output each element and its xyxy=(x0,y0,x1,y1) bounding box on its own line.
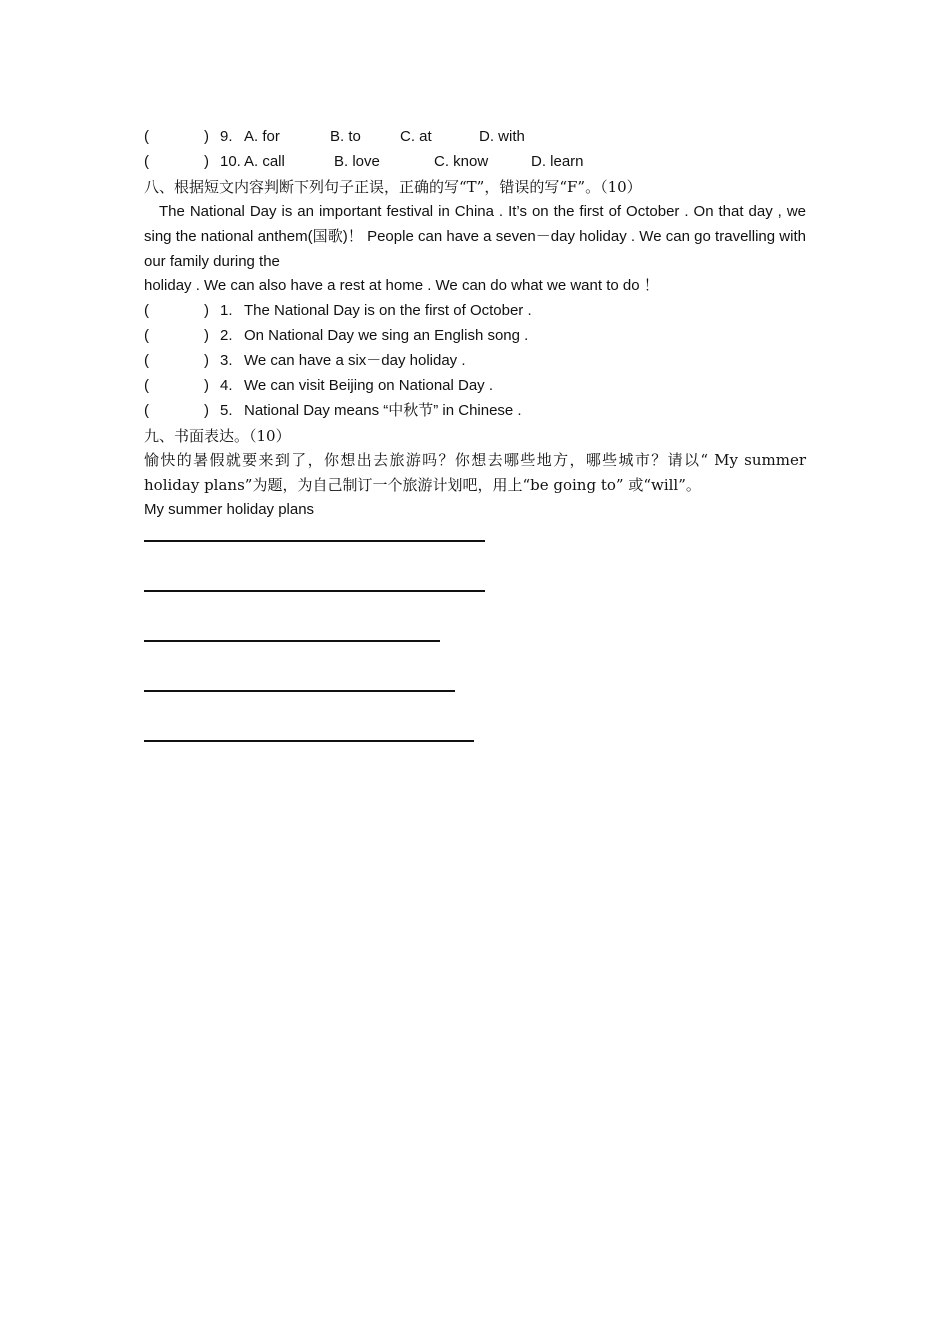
option-c: C. at xyxy=(400,128,432,145)
item-number: 9. xyxy=(220,128,233,145)
reading-passage-end: holiday . We can also have a rest at home . We can do what we want to do ！ xyxy=(144,277,659,294)
answer-paren-open: ( xyxy=(144,153,149,170)
section-9-heading: 九、书面表达。（10） xyxy=(144,427,291,445)
answer-paren-close: ) xyxy=(204,302,209,319)
item-number: 10. xyxy=(220,153,241,170)
option-d: D. learn xyxy=(531,153,584,170)
option-a: A. for xyxy=(244,128,280,145)
statement: The National Day is on the first of October . xyxy=(244,302,532,319)
item-number: 5. xyxy=(220,402,233,419)
answer-paren-close: ) xyxy=(204,352,209,369)
writing-line-2[interactable] xyxy=(144,590,485,592)
item-number: 2. xyxy=(220,327,233,344)
answer-paren-close: ) xyxy=(204,377,209,394)
option-d: D. with xyxy=(479,128,525,145)
option-b: B. to xyxy=(330,128,361,145)
answer-paren-open: ( xyxy=(144,302,149,319)
answer-paren-close: ) xyxy=(204,153,209,170)
item-number: 3. xyxy=(220,352,233,369)
writing-line-4[interactable] xyxy=(144,690,455,692)
answer-paren-open: ( xyxy=(144,377,149,394)
option-b: B. love xyxy=(334,153,380,170)
item-number: 4. xyxy=(220,377,233,394)
writing-line-1[interactable] xyxy=(144,540,485,542)
answer-paren-open: ( xyxy=(144,128,149,145)
statement: On National Day we sing an English song . xyxy=(244,327,529,344)
section-8-heading: 八、根据短文内容判断下列句子正误，正确的写“T”，错误的写“F”。（10） xyxy=(144,178,642,196)
answer-paren-open: ( xyxy=(144,352,149,369)
answer-paren-close: ) xyxy=(204,128,209,145)
option-a: A. call xyxy=(244,153,285,170)
answer-paren-open: ( xyxy=(144,402,149,419)
statement: National Day means “中秋节” in Chinese . xyxy=(244,402,522,419)
answer-paren-close: ) xyxy=(204,402,209,419)
option-c: C. know xyxy=(434,153,489,170)
item-number: 1. xyxy=(220,302,233,319)
writing-line-3[interactable] xyxy=(144,640,440,642)
writing-prompt: 愉快的暑假就要来到了，你想出去旅游吗？你想去哪些地方，哪些城市？请以“ My summer holiday plans”为题，为自己制订一个旅游计划吧，用上“be going to” 或“will”。 xyxy=(144,451,806,494)
answer-paren-open: ( xyxy=(144,327,149,344)
essay-title: My summer holiday plans xyxy=(144,501,315,518)
answer-paren-close: ) xyxy=(204,327,209,344)
statement: We can visit Beijing on National Day . xyxy=(244,377,494,394)
reading-passage: The National Day is an important festival in China . It’s on the first of October . On that day , we sing the national anthem(国歌)！ People can have a seven－day holiday . We can go travelling with our family during the xyxy=(144,203,806,270)
writing-line-5[interactable] xyxy=(144,740,474,742)
statement: We can have a six－day holiday . xyxy=(244,352,466,369)
